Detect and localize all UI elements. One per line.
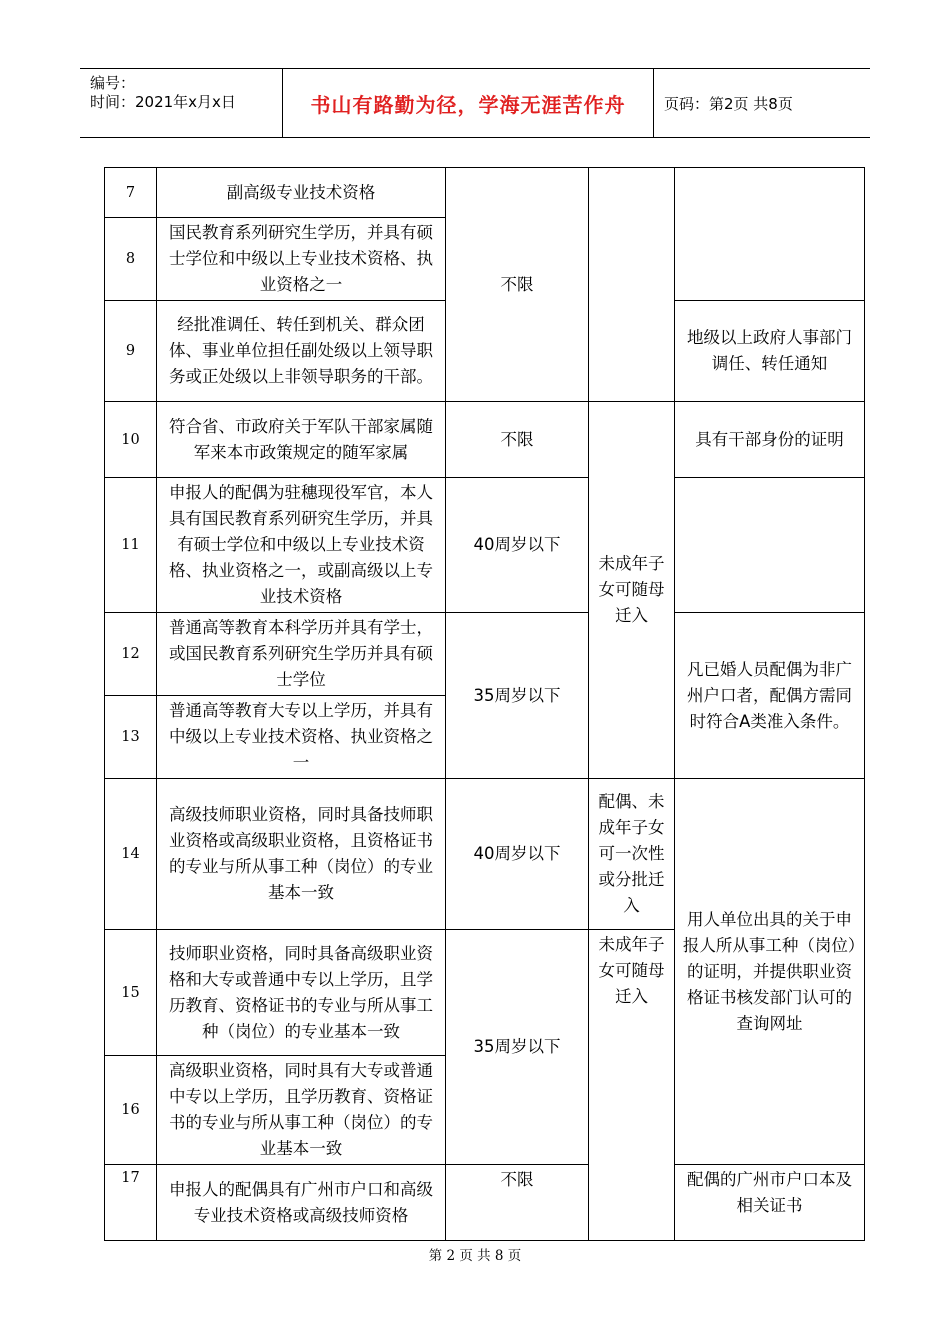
date-line: 时间：2021年x月x日 xyxy=(90,93,236,111)
age-cell: 40周岁以下 xyxy=(446,478,589,613)
family-cell-empty xyxy=(589,168,675,402)
row-number: 8 xyxy=(105,218,157,301)
condition-cell: 经批准调任、转任到机关、群众团体、事业单位担任副处级以上领导职务或正处级以上非领导职务的干部。 xyxy=(157,301,446,402)
condition-cell: 普通高等教育本科学历并具有学士，或国民教育系列研究生学历并具有硕士学位 xyxy=(157,613,446,696)
age-cell: 35周岁以下 xyxy=(446,930,589,1165)
row-number: 17 xyxy=(105,1165,157,1241)
material-cell-empty xyxy=(675,478,865,613)
age-cell: 35周岁以下 xyxy=(446,613,589,779)
condition-cell: 高级职业资格，同时具有大专或普通中专以上学历，且学历教育、资格证书的专业与所从事工种（岗位）的专业基本一致 xyxy=(157,1056,446,1165)
row-number: 12 xyxy=(105,613,157,696)
family-cell: 配偶、未成年子女可一次性或分批迁入 xyxy=(589,779,675,930)
condition-cell: 技师职业资格，同时具备高级职业资格和大专或普通中专以上学历，且学历教育、资格证书的专业与所从事工种（岗位）的专业基本一致 xyxy=(157,930,446,1056)
table-row xyxy=(105,1165,865,1241)
material-cell: 具有干部身份的证明 xyxy=(675,402,865,478)
table-row xyxy=(105,478,865,613)
table-row xyxy=(105,613,865,696)
material-cell: 地级以上政府人事部门调任、转任通知 xyxy=(675,301,865,402)
header-page-cell xyxy=(654,69,870,137)
condition-cell: 高级技师职业资格，同时具备技师职业资格或高级职业资格，且资格证书的专业与所从事工种（岗位）的专业基本一致 xyxy=(157,779,446,930)
age-cell: 40周岁以下 xyxy=(446,779,589,930)
age-cell: 不限 xyxy=(446,402,589,478)
row-number: 7 xyxy=(105,168,157,218)
condition-cell: 国民教育系列研究生学历，并具有硕士学位和中级以上专业技术资格、执业资格之一 xyxy=(157,218,446,301)
condition-cell: 申报人的配偶为驻穗现役军官，本人具有国民教育系列研究生学历，并具有硕士学位和中级以上专业技术资格、执业资格之一，或副高级以上专业技术资格 xyxy=(157,478,446,613)
table-row xyxy=(105,168,865,218)
row-number: 13 xyxy=(105,696,157,779)
motto-text: 书山有路勤为径，学海无涯苦作舟 xyxy=(310,92,626,117)
row-number: 10 xyxy=(105,402,157,478)
condition-cell: 普通高等教育大专以上学历，并具有中级以上专业技术资格、执业资格之一 xyxy=(157,696,446,779)
row-number: 9 xyxy=(105,301,157,402)
age-cell: 不限 xyxy=(446,168,589,402)
doc-number-label: 编号： xyxy=(90,74,136,92)
row-number: 11 xyxy=(105,478,157,613)
family-cell: 未成年子女可随母迁入 xyxy=(589,402,675,779)
table-row xyxy=(105,779,865,930)
condition-cell: 副高级专业技术资格 xyxy=(157,168,446,218)
header-meta-cell xyxy=(80,69,283,137)
material-cell: 凡已婚人员配偶为非广州户口者，配偶方需同时符合A类准入条件。 xyxy=(675,613,865,779)
table-row xyxy=(105,402,865,478)
row-number: 14 xyxy=(105,779,157,930)
row-number: 16 xyxy=(105,1056,157,1165)
family-cell: 未成年子女可随母迁入 xyxy=(589,930,675,1241)
header-motto-cell xyxy=(283,69,654,137)
material-cell-empty xyxy=(675,168,865,301)
condition-cell: 符合省、市政府关于军队干部家属随军来本市政策规定的随军家属 xyxy=(157,402,446,478)
material-cell: 用人单位出具的关于申报人所从事工种（岗位）的证明，并提供职业资格证书核发部门认可的查询网址 xyxy=(675,779,865,1165)
conditions-table xyxy=(104,167,865,1241)
page-footer: 第 2 页 共 8 页 xyxy=(428,1248,522,1264)
material-cell: 配偶的广州市户口本及相关证书 xyxy=(675,1165,865,1241)
row-number: 15 xyxy=(105,930,157,1056)
page-number-label: 页码：第2页 共8页 xyxy=(664,94,793,113)
age-cell: 不限 xyxy=(446,1165,589,1241)
page-header xyxy=(80,68,870,138)
condition-cell: 申报人的配偶具有广州市户口和高级专业技术资格或高级技师资格 xyxy=(157,1165,446,1241)
